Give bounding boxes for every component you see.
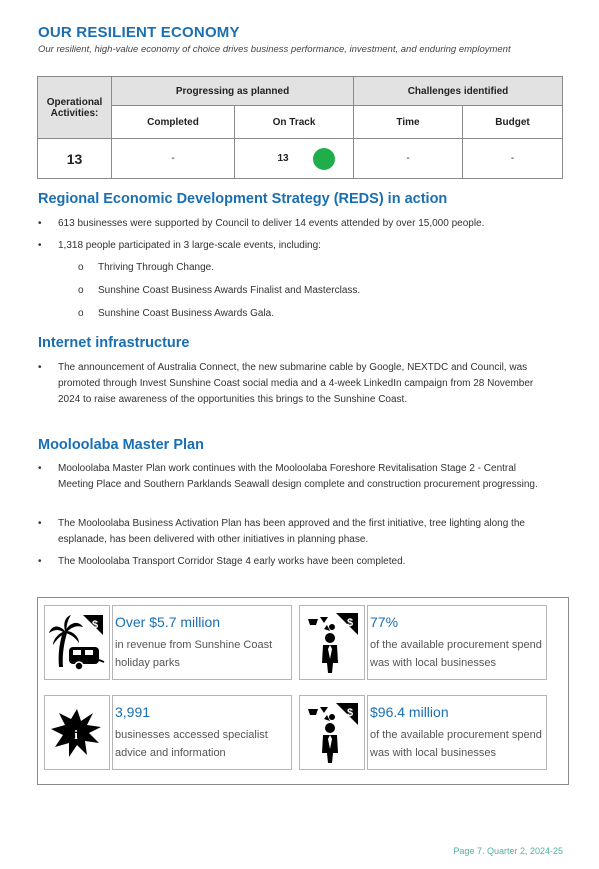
col-completed-header: Completed <box>112 106 235 139</box>
stat-text-cell <box>367 695 547 770</box>
bullet-text: The Mooloolaba Transport Corridor Stage 4 early works have been completed. <box>58 556 406 567</box>
stat-text-cell <box>367 605 547 680</box>
svg-text:$: $ <box>346 706 354 719</box>
time-value: - <box>354 139 463 179</box>
page-subtitle: Our resilient, high-value economy of choice drives business performance, investment, and enduring employment <box>38 44 511 55</box>
svg-text:$: $ <box>346 616 354 629</box>
completed-value: - <box>112 139 235 179</box>
stat-text-cell <box>112 695 292 770</box>
operational-label-cell <box>38 77 112 139</box>
internet-heading: Internet infrastructure <box>38 335 190 351</box>
stat-text-cell <box>112 605 292 680</box>
bullet-marker: • <box>38 218 42 229</box>
info-burst-icon <box>49 701 105 765</box>
sub-bullet-marker: o <box>78 285 84 296</box>
page-footer: Page 7. Quarter 2, 2024-25 <box>453 846 563 856</box>
sub-bullet-item <box>78 262 214 273</box>
stat-value: 77% <box>370 614 399 630</box>
bullet-marker: • <box>38 240 42 251</box>
sub-bullet-item <box>78 285 360 296</box>
stats-panel <box>37 597 569 785</box>
bullet-text: The announcement of Australia Connect, the new submarine cable by Google, NEXTDC and Council, was promoted through Invest Sunshine Coast social media and a 4-week LinkedIn campaign from 28 November 2024 to raise awareness of the opportunities this brings to the Sunshine Coast. <box>58 362 534 405</box>
svg-text:i: i <box>74 726 78 742</box>
stat-description: of the available procurement spend was with local businesses <box>370 729 542 759</box>
bullet-item <box>38 516 540 548</box>
stat-icon-cell <box>44 695 110 770</box>
stat-value: Over $5.7 million <box>115 614 221 630</box>
bullet-item <box>38 216 540 232</box>
page-title: OUR RESILIENT ECONOMY <box>38 24 240 41</box>
sub-bullet-marker: o <box>78 308 84 319</box>
group-progress-header: Progressing as planned <box>112 77 354 106</box>
stat-value: $96.4 million <box>370 704 449 720</box>
status-table <box>37 76 563 179</box>
person-procurement-icon <box>304 611 360 675</box>
col-on-track-header: On Track <box>235 106 354 139</box>
sub-bullet-text: Sunshine Coast Business Awards Gala. <box>98 308 275 319</box>
bullet-marker: • <box>38 518 42 529</box>
bullet-item <box>38 360 540 408</box>
stat-icon-cell <box>44 605 110 680</box>
bullet-item <box>38 238 540 254</box>
bullet-item <box>38 554 540 570</box>
sub-bullet-item <box>78 308 274 319</box>
reds-heading: Regional Economic Development Strategy (REDS) in action <box>38 191 448 207</box>
bullet-text: 613 businesses were supported by Council to deliver 14 events attended by over 15,000 people. <box>58 218 485 229</box>
bullet-marker: • <box>38 556 42 567</box>
stat-description: businesses accessed specialist advice and information <box>115 729 268 759</box>
bullet-text: Mooloolaba Master Plan work continues with the Mooloolaba Foreshore Revitalisation Stage 2 - Central Meeting Place and Southern Parklands Seawall design complete and construction procurement progressing. <box>58 463 538 490</box>
on-track-cell <box>235 139 354 179</box>
budget-value: - <box>463 139 563 179</box>
sub-bullet-text: Sunshine Coast Business Awards Finalist and Masterclass. <box>98 285 361 296</box>
bullet-marker: • <box>38 362 42 373</box>
sub-bullet-text: Thriving Through Change. <box>98 262 214 273</box>
operational-label: Operational Activities: <box>46 96 103 119</box>
stat-description: of the available procurement spend was with local businesses <box>370 639 542 669</box>
col-budget-header: Budget <box>463 106 563 139</box>
person-procurement-icon <box>304 701 360 765</box>
on-track-status-dot <box>313 148 335 170</box>
group-challenges-header: Challenges identified <box>354 77 563 106</box>
stat-icon-cell <box>299 695 365 770</box>
svg-text:$: $ <box>91 618 99 631</box>
stat-icon-cell <box>299 605 365 680</box>
operational-value: 13 <box>38 139 112 179</box>
bullet-text: The Mooloolaba Business Activation Plan has been approved and the first initiative, tree lighting along the esplanade, has been delivered with other initiatives in planning phase. <box>58 518 525 545</box>
mooloolaba-heading: Mooloolaba Master Plan <box>38 437 204 453</box>
col-time-header: Time <box>354 106 463 139</box>
bullet-marker: • <box>38 463 42 474</box>
stat-value: 3,991 <box>115 704 151 720</box>
stat-description: in revenue from Sunshine Coast holiday parks <box>115 639 273 669</box>
sub-bullet-marker: o <box>78 262 84 273</box>
palm-caravan-icon <box>49 611 105 675</box>
bullet-text: 1,318 people participated in 3 large-scale events, including: <box>58 240 321 251</box>
bullet-item <box>38 461 540 493</box>
on-track-value: 13 <box>277 153 289 165</box>
